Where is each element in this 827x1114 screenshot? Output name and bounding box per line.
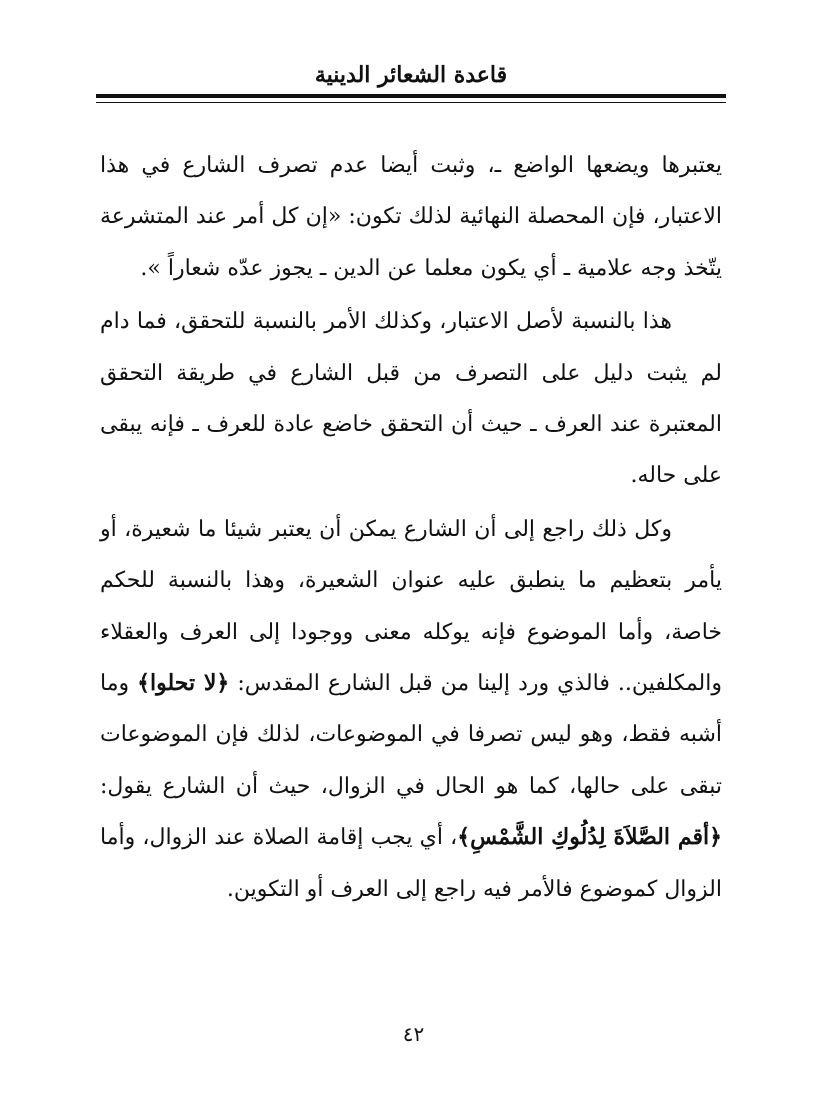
paragraph-1: يعتبرها ويضعها الواضع ـ، وثبت أيضا عدم تصرف الشارع في هذا الاعتبار، فإن المحصلة النهائية لذلك تكون: «إن كل أمر عند المتشرعة يتّخذ وجه علامية ـ أي يكون معلما عن الدين ـ يجوز عدّه شعاراً ».	[100, 153, 722, 281]
quran-quote-1: ﴿لا تحلوا﴾	[137, 670, 230, 697]
running-header-title: قاعدة الشعائر الدينية	[314, 62, 508, 88]
quran-quote-2: ﴿أقم الصَّلاَةَ لِدُلُوكِ الشَّمْسِ﴾	[457, 824, 722, 851]
paragraph-3-part-3: ، أي يجب إقامة الصلاة عند الزوال، وأما الزوال كموضوع فالأمر فيه راجع إلى العرف أو التكوين.	[100, 825, 722, 902]
paragraph-3-part-1: وكل ذلك راجع إلى أن الشارع يمكن أن يعتبر شيئا ما شعيرة، أو يأمر بتعظيم ما ينطبق عليه عنوان الشعيرة، وهذا بالنسبة للحكم خاصة، وأما الموضوع فإنه يوكله معنى ووجودا إلى العرف والعقلاء والمكلفين.. فالذي ورد إلينا من قبل الشارع المقدس:	[100, 516, 722, 697]
paragraph-3-part-2: وما أشبه فقط، وهو ليس تصرفا في الموضوعات، لذلك فإن الموضوعات تبقى على حالها، كما هو الحال في الزوال، حيث أن الشارع يقول:	[100, 671, 722, 799]
page-number: ٤٢	[402, 1022, 425, 1046]
header-rule-thin	[96, 102, 726, 103]
body-text	[100, 140, 722, 915]
paragraph-2: هذا بالنسبة لأصل الاعتبار، وكذلك الأمر بالنسبة للتحقق، فما دام لم يثبت دليل على التصرف من قبل الشارع في طريقة التحقق المعتبرة عند العرف ـ حيث أن التحقق خاضع عادة للعرف ـ فإنه يبقى على حاله.	[100, 309, 722, 489]
paragraph-3	[100, 504, 722, 915]
header-rule-thick	[96, 94, 726, 98]
